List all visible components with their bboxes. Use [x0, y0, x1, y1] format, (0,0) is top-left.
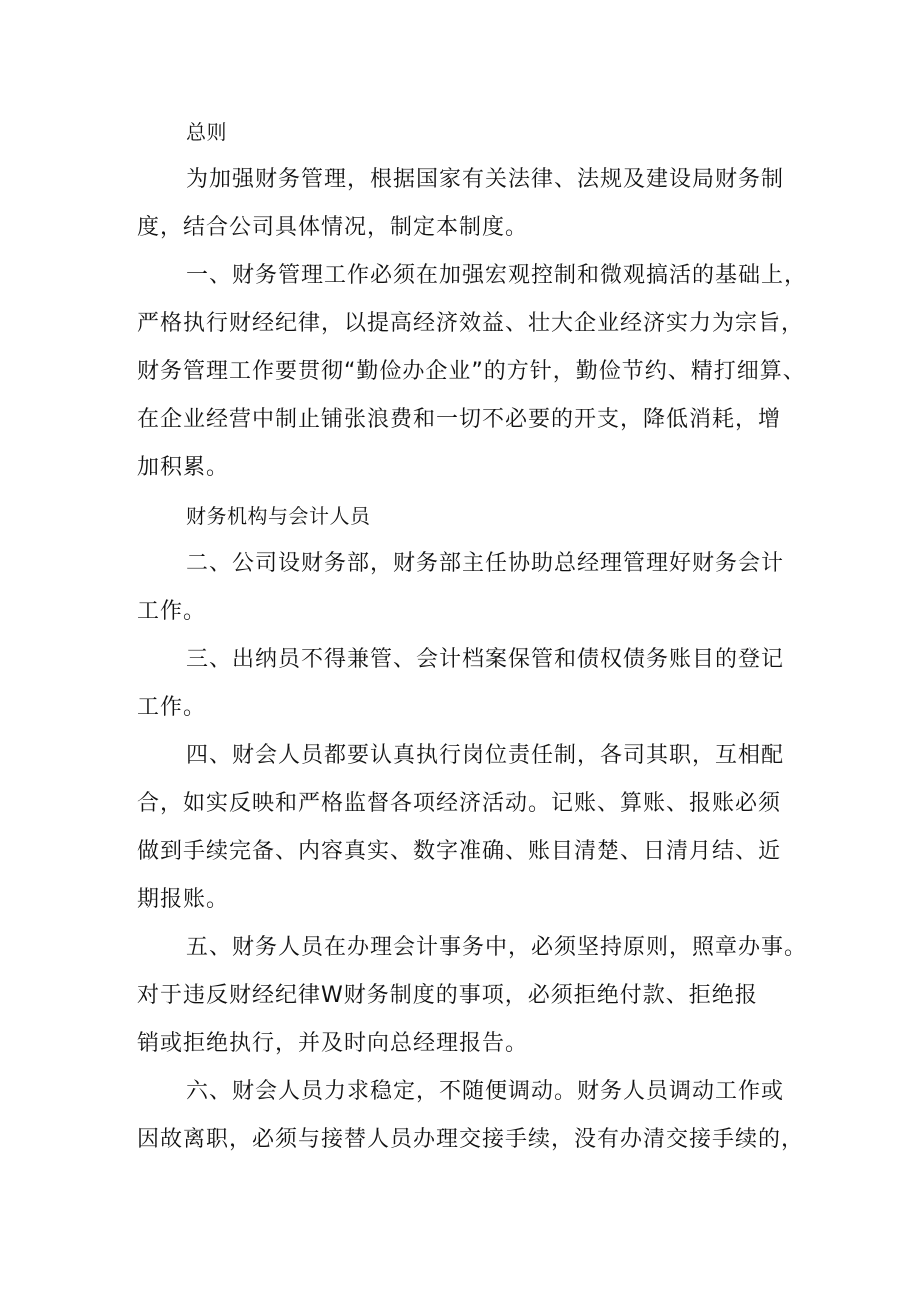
paragraph-line: 严格执行财经纪律，以提高经济效益、壮大企业经济实力为宗旨，	[137, 311, 805, 336]
paragraph-line: 三、出纳员不得兼管、会计档案保管和债权债务账目的登记	[186, 647, 785, 672]
paragraph-line: 六、财会人员力求稳定，不随便调动。财务人员调动工作或	[186, 1079, 785, 1104]
paragraph-line: 因故离职，必须与接替人员办理交接手续，没有办清交接手续的，	[137, 1127, 805, 1152]
paragraph-line: 做到手续完备、内容真实、数字准确、账目清楚、日清月结、近	[137, 839, 782, 864]
paragraph-line: 工作。	[137, 599, 207, 624]
paragraph-line: 对于违反财经纪律W财务制度的事项，必须拒绝付款、拒绝报	[137, 983, 758, 1008]
paragraph-line: 合，如实反映和严格监督各项经济活动。记账、算账、报账必须	[137, 791, 782, 816]
paragraph-line: 二、公司设财务部，财务部主任协助总经理管理好财务会计	[186, 551, 785, 576]
paragraph-line: 四、财会人员都要认真执行岗位责任制，各司其职，互相配	[186, 743, 785, 768]
paragraph-line: 在企业经营中制止铺张浪费和一切不必要的开支，降低消耗，增	[137, 407, 782, 432]
paragraph-line: 工作。	[137, 695, 207, 720]
paragraph-line: 财务管理工作要贯彻“勤俭办企业”的方针，勤俭节约、精打细算、	[137, 359, 806, 384]
paragraph-line: 五、财务人员在办理会计事务中，必须坚持原则，照章办事。	[186, 935, 808, 960]
paragraph-line: 度，结合公司具体情况，制定本制度。	[137, 215, 529, 240]
document-body	[137, 108, 808, 1164]
paragraph-line: 期报账。	[137, 887, 230, 912]
section-heading-organization: 财务机构与会计人员	[186, 504, 371, 528]
paragraph-line: 一、财务管理工作必须在加强宏观控制和微观搞活的基础上，	[186, 263, 808, 288]
section-heading-general: 总则	[186, 120, 227, 144]
paragraph-line: 销或拒绝执行，并及时向总经理报告。	[137, 1031, 529, 1056]
paragraph-line: 为加强财务管理，根据国家有关法律、法规及建设局财务制	[186, 167, 785, 192]
paragraph-line: 加积累。	[137, 455, 230, 480]
